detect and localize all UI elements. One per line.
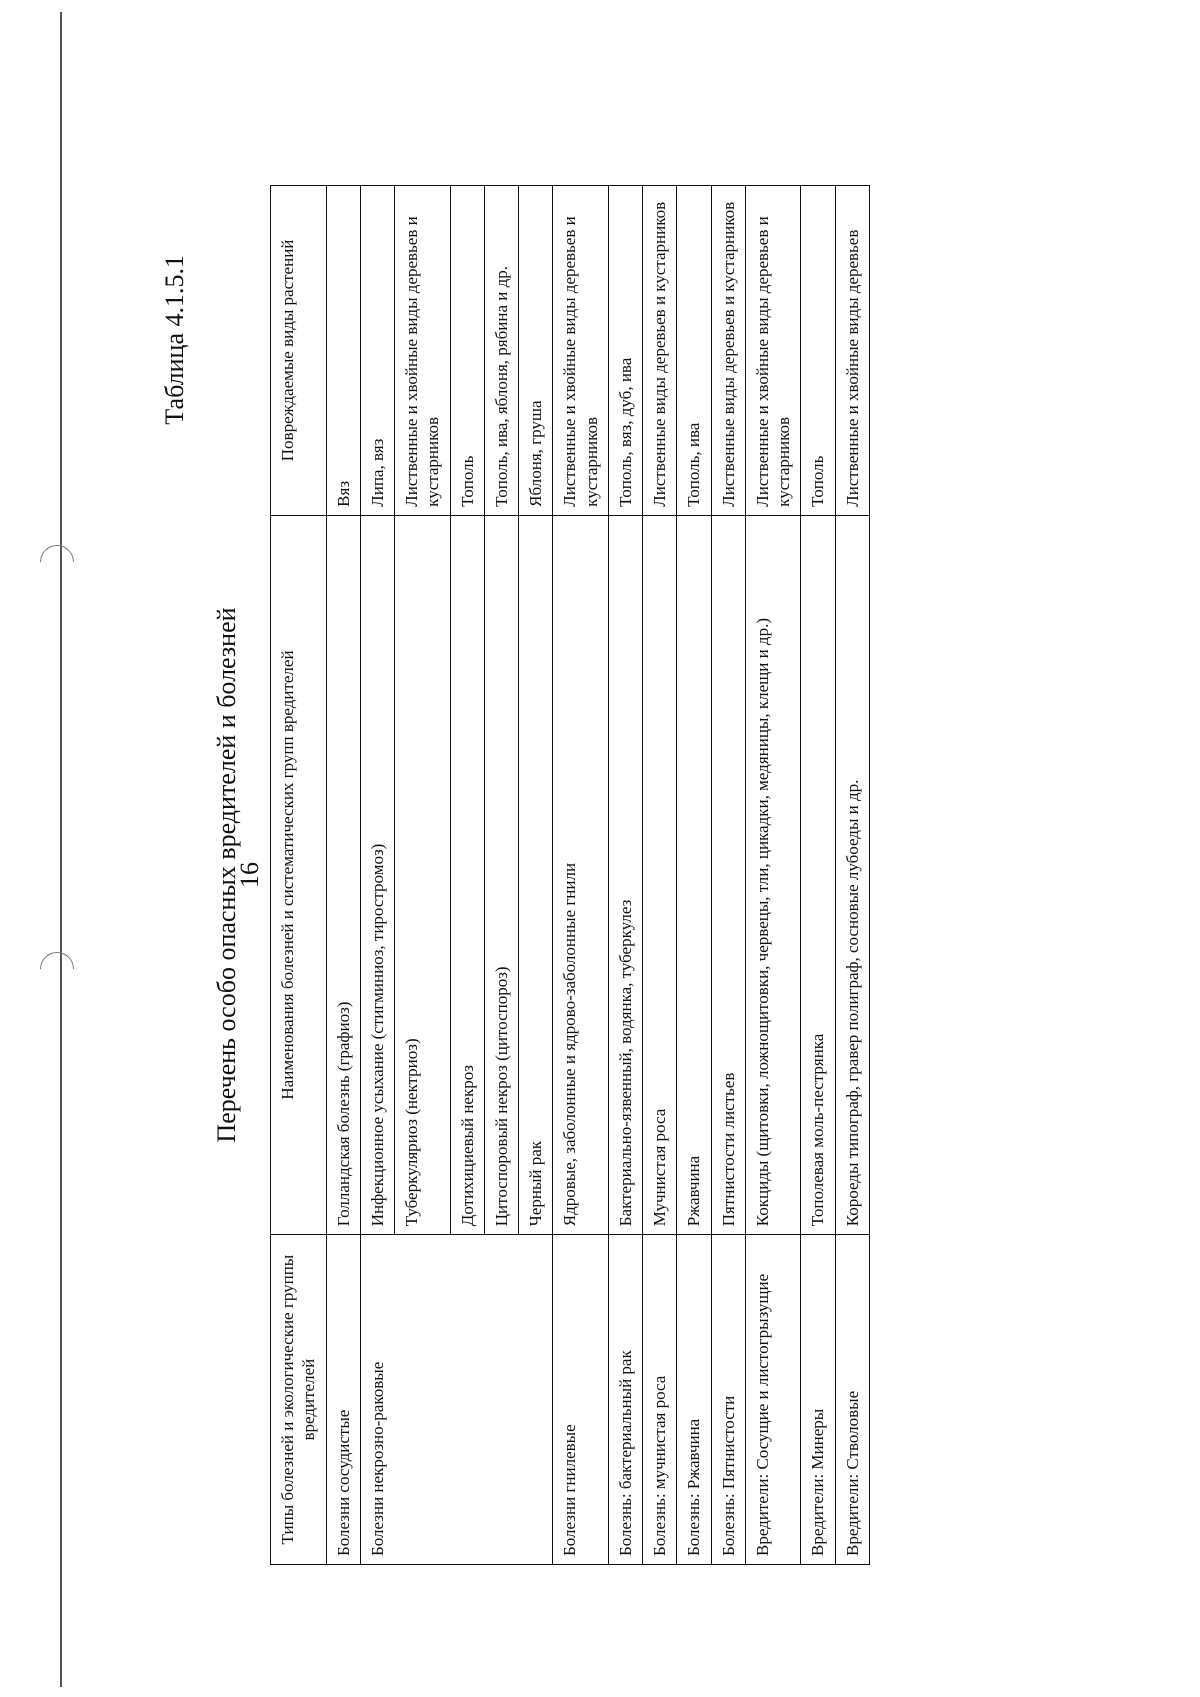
cell-plants: Тополь [450, 186, 484, 516]
cell-name: Цитоспоровый некроз (цитоспороз) [484, 515, 518, 1234]
cell-plants: Тополь [801, 186, 835, 516]
cell-type: Вредители: Минеры [801, 1235, 835, 1565]
cell-plants: Тополь, ива, яблоня, рябина и др. [484, 186, 518, 516]
table-row [643, 186, 677, 1565]
table-row [360, 186, 394, 1565]
cell-type: Болезни сосудистые [326, 1235, 360, 1565]
table-row [326, 186, 360, 1565]
cell-type: Вредители: Сосущие и листогрызущие [745, 1235, 801, 1565]
column-header-type: Типы болезней и экологические группы вредителей [271, 1235, 327, 1565]
cell-name: Туберкуляриоз (нектриоз) [395, 515, 451, 1234]
pests-table-wrapper [270, 185, 870, 1565]
cell-plants: Лиственные и хвойные виды деревьев и кустарников [553, 186, 609, 516]
cell-plants: Лиственные и хвойные виды деревьев и кустарников [395, 186, 451, 516]
cell-name: Тополевая моль-пестрянка [801, 515, 835, 1234]
table-row [553, 186, 609, 1565]
cell-name: Инфекционное усыхание (стигминиоз, тиростромоз) [360, 515, 394, 1234]
cell-plants: Лиственные и хвойные виды деревьев [835, 186, 869, 516]
cell-type: Болезнь: Пятнистости [711, 1235, 745, 1565]
table-row [677, 186, 711, 1565]
table-row [745, 186, 801, 1565]
cell-name: Ядровые, заболонные и ядрово-заболонные гнили [553, 515, 609, 1234]
cell-plants: Тополь, ива [677, 186, 711, 516]
cell-plants: Лиственные и хвойные виды деревьев и кустарников [745, 186, 801, 516]
cell-name: Пятнистости листьев [711, 515, 745, 1234]
table-caption: Таблица 4.1.5.1 [160, 255, 189, 425]
cell-name: Бактериально-язвенный, водянка, туберкулез [608, 515, 642, 1234]
binding-hole-mark [33, 538, 81, 586]
cell-type: Болезни некрозно-раковые [360, 1235, 553, 1565]
rotated-page [160, 185, 1080, 1565]
cell-name: Голландская болезнь (графиоз) [326, 515, 360, 1234]
cell-name: Дотихициевый некроз [450, 515, 484, 1234]
column-header-plants: Повреждаемые виды растений [271, 186, 327, 516]
cell-type: Болезнь: мучнистая роса [643, 1235, 677, 1565]
cell-plants: Лиственные виды деревьев и кустарников [643, 186, 677, 516]
table-row [711, 186, 745, 1565]
cell-type: Болезнь: бактериальный рак [608, 1235, 642, 1565]
cell-name: Короеды типограф, гравер полиграф, сосновые лубоеды и др. [835, 515, 869, 1234]
binding-hole-mark [33, 945, 81, 993]
table-header-row [271, 186, 327, 1565]
cell-name: Ржавчина [677, 515, 711, 1234]
table-row [608, 186, 642, 1565]
margin-line [60, 12, 62, 1687]
page-number: 16 [235, 862, 264, 888]
cell-plants: Вяз [326, 186, 360, 516]
pests-diseases-table [270, 185, 870, 1565]
column-header-name: Наименования болезней и систематических групп вредителей [271, 515, 327, 1234]
cell-name: Кокциды (щитовки, ложнощитовки, червецы, тли, цикадки, медяницы, клещи и др.) [745, 515, 801, 1234]
cell-plants: Лиственные виды деревьев и кустарников [711, 186, 745, 516]
cell-name: Мучнистая роса [643, 515, 677, 1234]
table-row [801, 186, 835, 1565]
table-row [835, 186, 869, 1565]
cell-name: Черный рак [519, 515, 553, 1234]
document-title: Перечень особо опасных вредителей и болезней [212, 607, 241, 1143]
cell-plants: Яблоня, груша [519, 186, 553, 516]
cell-type: Болезни гнилевые [553, 1235, 609, 1565]
cell-type: Болезнь: Ржавчина [677, 1235, 711, 1565]
cell-plants: Липа, вяз [360, 186, 394, 516]
cell-type: Вредители: Стволовые [835, 1235, 869, 1565]
cell-plants: Тополь, вяз, дуб, ива [608, 186, 642, 516]
